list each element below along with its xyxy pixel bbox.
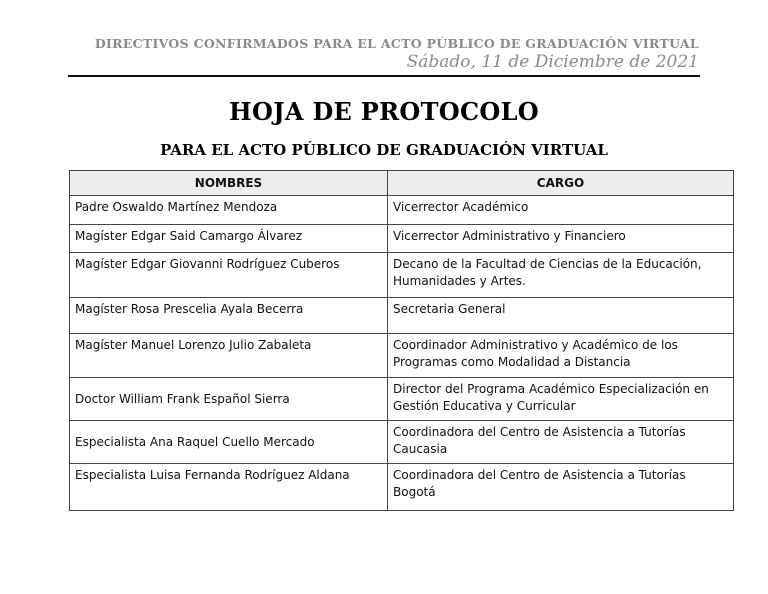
document-title: HOJA DE PROTOCOLO <box>229 97 539 126</box>
table-row <box>70 298 734 334</box>
table-row <box>70 253 734 298</box>
header-date: Sábado, 11 de Diciembre de 2021 <box>406 52 699 72</box>
name-cell: Magíster Edgar Said Camargo Álvarez <box>70 225 388 253</box>
table-header-row <box>70 171 734 196</box>
cargo-cell: Vicerrector Administrativo y Financiero <box>388 225 734 253</box>
cargo-cell: Secretaria General <box>388 298 734 334</box>
cargo-cell: Decano de la Facultad de Ciencias de la Educación, Humanidades y Artes. <box>388 253 734 298</box>
table-row <box>70 334 734 378</box>
name-cell: Doctor William Frank Español Sierra <box>70 378 388 421</box>
name-cell: Especialista Luisa Fernanda Rodríguez Aldana <box>70 464 388 511</box>
cargo-cell: Coordinadora del Centro de Asistencia a Tutorías Caucasia <box>388 421 734 464</box>
table-row <box>70 225 734 253</box>
table-row <box>70 196 734 225</box>
table-row <box>70 464 734 511</box>
column-header-cargo: CARGO <box>388 171 734 196</box>
cargo-cell: Director del Programa Académico Especialización en Gestión Educativa y Curricular <box>388 378 734 421</box>
protocol-table <box>69 170 734 511</box>
column-header-nombres: NOMBRES <box>70 171 388 196</box>
cargo-cell: Coordinadora del Centro de Asistencia a Tutorías Bogotá <box>388 464 734 511</box>
name-cell: Especialista Ana Raquel Cuello Mercado <box>70 421 388 464</box>
name-cell: Padre Oswaldo Martínez Mendoza <box>70 196 388 225</box>
cargo-cell: Coordinador Administrativo y Académico de los Programas como Modalidad a Distancia <box>388 334 734 378</box>
name-cell: Magíster Manuel Lorenzo Julio Zabaleta <box>70 334 388 378</box>
table-row <box>70 378 734 421</box>
document-subtitle: PARA EL ACTO PÚBLICO DE GRADUACIÓN VIRTUAL <box>160 141 608 159</box>
table-row <box>70 421 734 464</box>
name-cell: Magíster Rosa Prescelia Ayala Becerra <box>70 298 388 334</box>
cargo-cell: Vicerrector Académico <box>388 196 734 225</box>
header-divider <box>68 75 700 77</box>
header-event-title: DIRECTIVOS CONFIRMADOS PARA EL ACTO PÚBLICO DE GRADUACIÓN VIRTUAL <box>94 36 699 51</box>
name-cell: Magíster Edgar Giovanni Rodríguez Cuberos <box>70 253 388 298</box>
